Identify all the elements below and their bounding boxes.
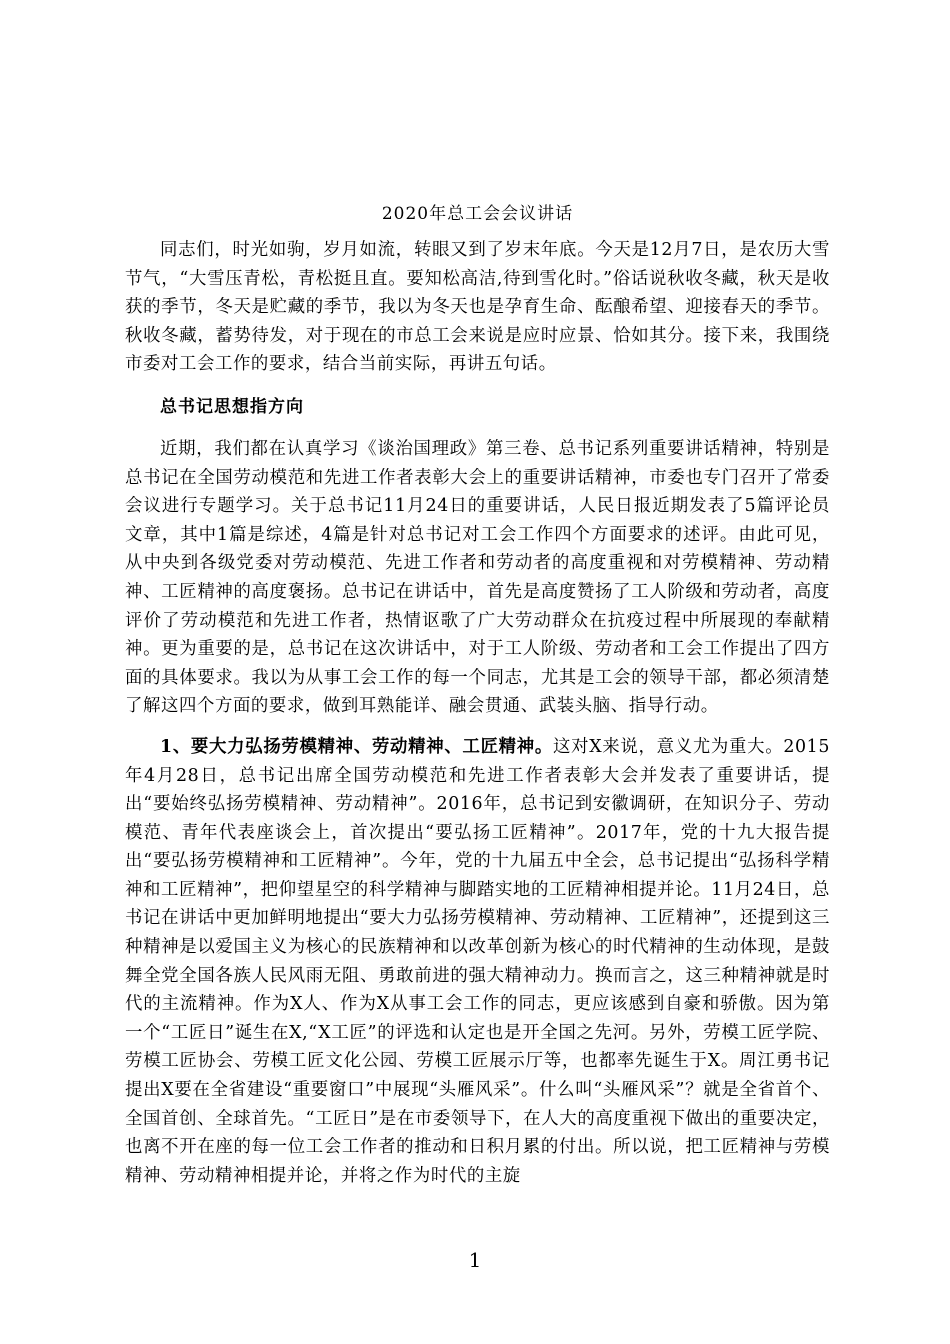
paragraph-spacer — [125, 721, 830, 733]
page-number: 1 — [468, 1248, 482, 1272]
numbered-paragraph — [125, 733, 830, 1191]
section-heading: 总书记思想指方向 — [160, 396, 304, 417]
document-body — [125, 200, 830, 1190]
numbered-paragraph-body: 这对X来说，意义尤为重大。2015年4月28日，总书记出席全国劳动模范和先进工作者表彰大会并发表了重要讲话，提出“要始终弘扬劳模精神、劳动精神”。2016年，总书记到安徽调研，在知识分子、劳动模范、青年代表座谈会上，首次提出“要弘扬工匠精神”。2017年，党的十九大报告提出“要弘扬劳模精神和工匠精神”。今年，党的十九届五中全会，总书记提出“弘扬科学精神和工匠精神”，把仰望星空的科学精神与脚踏实地的工匠精神相提并论。11月24日，总书记在讲话中更加鲜明地提出“要大力弘扬劳模精神、劳动精神、工匠精神”，还提到这三种精神是以爱国主义为核心的民族精神和以改革创新为核心的时代精神的生动体现，是鼓舞全党全国各族人民风雨无阻、勇敢前进的强大精神动力。换而言之，这三种精神就是时代的主流精神。作为X人、作为X从事工会工作的同志，更应该感到自豪和骄傲。因为第一个“工匠日”诞生在X,“X工匠”的评选和认定也是开全国之先河。另外，劳模工匠学院、劳模工匠协会、劳模工匠文化公园、劳模工匠展示厅等，也都率先诞生于X。周江勇书记提出X要在全省建设“重要窗口”中展现“头雁风采”。什么叫“头雁风采”？就是全省首个、全国首创、全球首先。“工匠日”是在市委领导下，在人大的高度重视下做出的重要决定，也离不开在座的每一位工会工作者的推动和日积月累的付出。所以说，把工匠精神与劳模精神、劳动精神相提并论，并将之作为时代的主旋 — [125, 736, 830, 1186]
opening-paragraph: 同志们，时光如驹，岁月如流，转眼又到了岁末年底。今天是12月7日，是农历大雪节气，“大雪压青松，青松挺且直。要知松高洁,待到雪化时。”俗话说秋收冬藏，秋天是收获的季节，冬天是贮藏的季节，我以为冬天也是孕育生命、酝酿希望、迎接春天的季节。秋收冬藏，蓄势待发，对于现在的市总工会来说是应时应景、恰如其分。接下来，我围绕市委对工会工作的要求，结合当前实际，再讲五句话。 — [125, 240, 830, 375]
body-paragraph: 近期，我们都在认真学习《谈治国理政》第三卷、总书记系列重要讲话精神，特别是总书记在全国劳动模范和先进工作者表彰大会上的重要讲话精神，市委也专门召开了常委会议进行专题学习。关于总书记11月24日的重要讲话，人民日报近期发表了5篇评论员文章，其中1篇是综述，4篇是针对总书记对工会工作四个方面要求的述评。由此可见，从中央到各级党委对劳动模范、先进工作者和劳动者的高度重视和对劳模精神、劳动精神、工匠精神的高度褒扬。总书记在讲话中，首先是高度赞扬了工人阶级和劳动者，高度评价了劳动模范和先进工作者，热情讴歌了广大劳动群众在抗疫过程中所展现的奉献精神。更为重要的是，总书记在这次讲话中，对于工人阶级、劳动者和工会工作提出了四方面的具体要求。我以为从事工会工作的每一个同志，尤其是工会的领导干部，都必须清楚了解这四个方面的要求，做到耳熟能详、融会贯通、武装头脑、指导行动。 — [125, 438, 830, 717]
document-title: 2020年总工会会议讲话 — [381, 204, 574, 224]
numbered-paragraph-lead: 1、要大力弘扬劳模精神、劳动精神、工匠精神。 — [160, 736, 553, 757]
